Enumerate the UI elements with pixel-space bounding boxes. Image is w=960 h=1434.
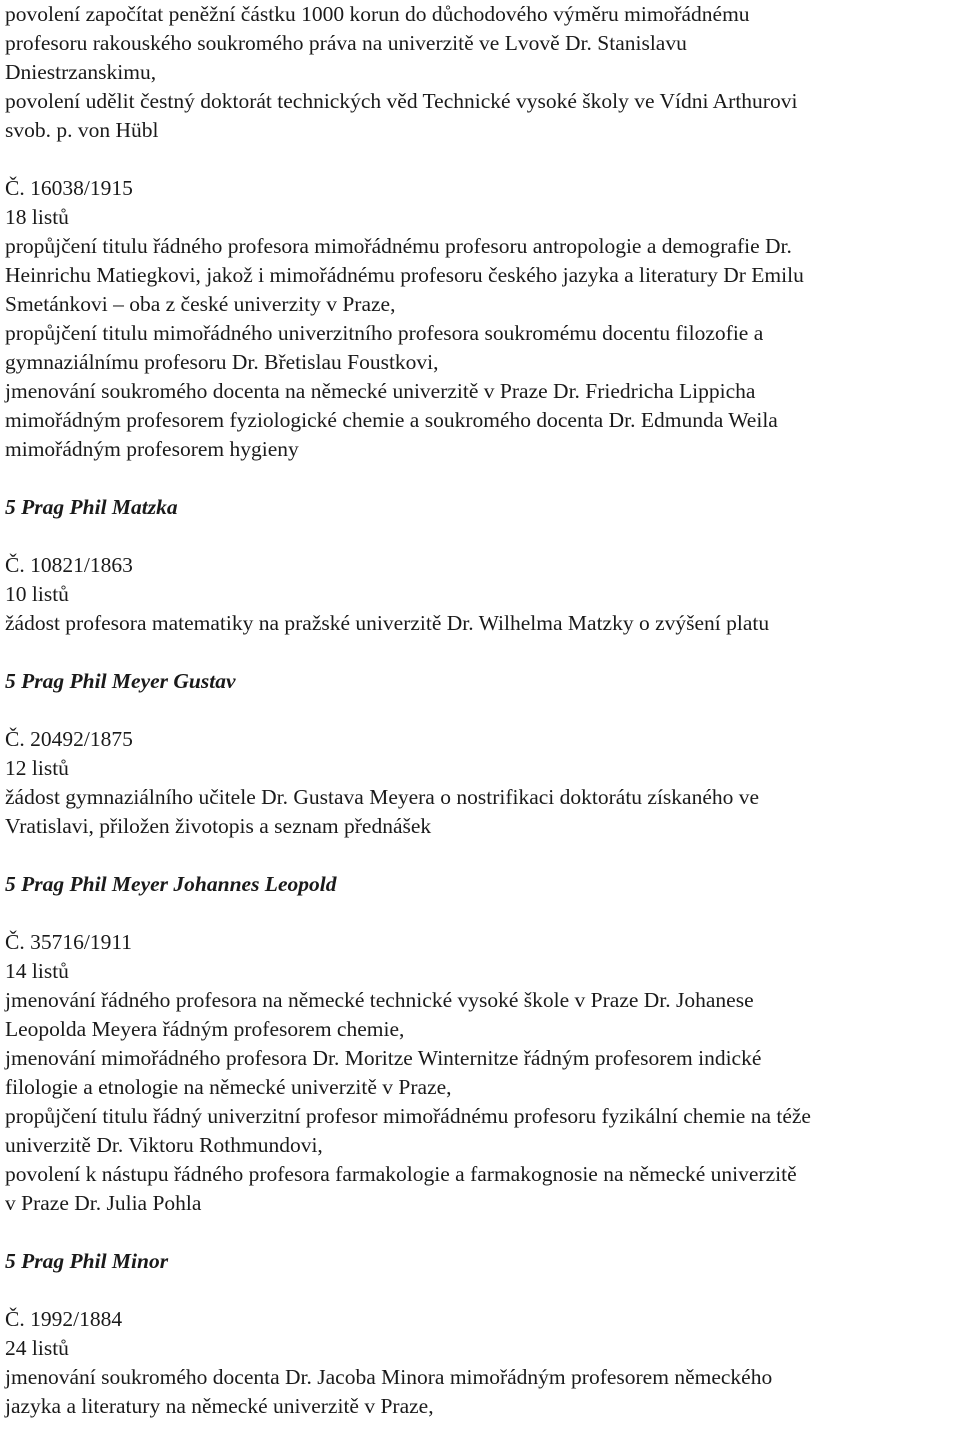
sheet-count: 12 listů <box>5 756 69 780</box>
text-line: univerzitě Dr. Viktoru Rothmundovi, <box>5 1133 323 1157</box>
text-line: profesoru rakouského soukromého práva na univerzitě ve Lvově Dr. Stanislavu <box>5 31 687 55</box>
record-number: Č. 10821/1863 <box>5 553 133 577</box>
sheet-count: 18 listů <box>5 205 69 229</box>
section-heading: 5 Prag Phil Meyer Johannes Leopold <box>5 872 337 896</box>
record-number: Č. 1992/1884 <box>5 1307 123 1331</box>
spacer <box>5 841 960 870</box>
text-line: jazyka a literatury na německé univerzitě v Praze, <box>5 1394 434 1418</box>
text-line: propůjčení titulu řádný univerzitní profesor mimořádnému profesoru fyzikální chemie na téže <box>5 1104 811 1128</box>
spacer <box>5 899 960 928</box>
text-line: jmenování soukromého docenta Dr. Jacoba Minora mimořádným profesorem německého <box>5 1365 773 1389</box>
section-heading: 5 Prag Phil Minor <box>5 1249 169 1273</box>
text-line: v Praze Dr. Julia Pohla <box>5 1191 202 1215</box>
spacer <box>5 696 960 725</box>
text-line: povolení k nástupu řádného profesora farmakologie a farmakognosie na německé univerzitě <box>5 1162 797 1186</box>
text-line: povolení započítat peněžní částku 1000 korun do důchodového výměru mimořádnému <box>5 2 750 26</box>
intro-block <box>5 0 960 145</box>
text-line: Leopolda Meyera řádným profesorem chemie, <box>5 1017 405 1041</box>
section-heading: 5 Prag Phil Matzka <box>5 495 178 519</box>
archive-section <box>5 1247 960 1421</box>
spacer <box>5 1276 960 1305</box>
text-line: jmenování mimořádného profesora Dr. Moritze Winternitze řádným profesorem indické <box>5 1046 762 1070</box>
text-line: jmenování soukromého docenta na německé univerzitě v Praze Dr. Friedricha Lippicha <box>5 379 756 403</box>
record-number: Č. 35716/1911 <box>5 930 133 954</box>
text-line: Smetánkovi – oba z české univerzity v Praze, <box>5 292 396 316</box>
text-line: jmenování řádného profesora na německé technické vysoké škole v Praze Dr. Johanese <box>5 988 754 1012</box>
sheet-count: 24 listů <box>5 1336 69 1360</box>
text-line: propůjčení titulu mimořádného univerzitního profesora soukromému docentu filozofie a <box>5 321 764 345</box>
archive-section <box>5 667 960 841</box>
spacer <box>5 145 960 174</box>
spacer <box>5 522 960 551</box>
spacer <box>5 638 960 667</box>
text-line: povolení udělit čestný doktorát technických věd Technické vysoké školy ve Vídni Arthurovi <box>5 89 798 113</box>
spacer <box>5 1218 960 1247</box>
text-line: mimořádným profesorem hygieny <box>5 437 299 461</box>
text-line: gymnaziálnímu profesoru Dr. Břetislau Foustkovi, <box>5 350 439 374</box>
text-line: žádost profesora matematiky na pražské univerzitě Dr. Wilhelma Matzky o zvýšení platu <box>5 611 770 635</box>
text-line: mimořádným profesorem fyziologické chemie a soukromého docenta Dr. Edmunda Weila <box>5 408 778 432</box>
record-number: Č. 20492/1875 <box>5 727 133 751</box>
text-line: Heinrichu Matiegkovi, jakož i mimořádnému profesoru českého jazyka a literatury Dr Emilu <box>5 263 804 287</box>
text-line: filologie a etnologie na německé univerzitě v Praze, <box>5 1075 452 1099</box>
archive-section <box>5 870 960 1218</box>
spacer <box>5 464 960 493</box>
document-page <box>5 0 960 1421</box>
text-line: Vratislavi, přiložen životopis a seznam přednášek <box>5 814 432 838</box>
text-line: svob. p. von Hübl <box>5 118 159 142</box>
text-line: propůjčení titulu řádného profesora mimořádnému profesoru antropologie a demografie Dr. <box>5 234 792 258</box>
sheet-count: 10 listů <box>5 582 69 606</box>
sheet-count: 14 listů <box>5 959 69 983</box>
record-number: Č. 16038/1915 <box>5 176 133 200</box>
record-entry <box>5 174 960 464</box>
text-line: Dniestrzanskimu, <box>5 60 157 84</box>
section-heading: 5 Prag Phil Meyer Gustav <box>5 669 236 693</box>
archive-section <box>5 493 960 638</box>
text-line: žádost gymnaziálního učitele Dr. Gustava Meyera o nostrifikaci doktorátu získaného ve <box>5 785 760 809</box>
